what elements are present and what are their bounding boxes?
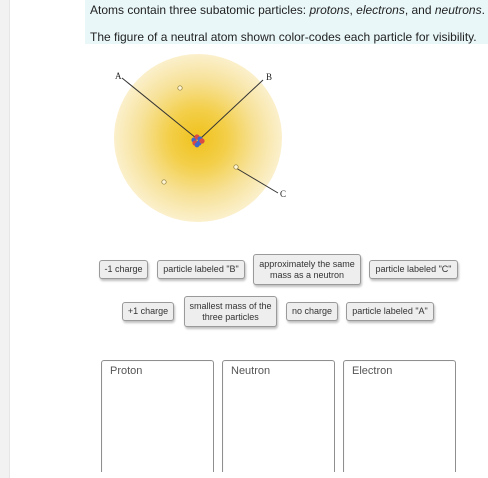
label-a: A: [115, 71, 122, 81]
proton-drop-zone[interactable]: [101, 360, 214, 472]
term-neutrons: neutrons: [434, 3, 482, 17]
chip-particle-b[interactable]: particle labeled "B": [157, 260, 245, 279]
question-intro: [85, 0, 488, 44]
period: .: [481, 3, 485, 17]
separator: , and: [404, 3, 435, 17]
electron-particle: [178, 86, 182, 90]
chip-particle-a[interactable]: particle labeled "A": [346, 302, 434, 321]
neutron-drop-zone[interactable]: [222, 360, 335, 472]
separator: ,: [349, 3, 357, 17]
label-c: C: [280, 189, 287, 199]
chip-same-mass-as-neutron[interactable]: approximately the same mass as a neutron: [253, 254, 361, 285]
chip-particle-c[interactable]: particle labeled "C": [369, 260, 458, 279]
label-b: B: [266, 72, 273, 82]
chip-positive-charge[interactable]: +1 charge: [122, 302, 174, 321]
neutron-drop-label: Neutron: [231, 365, 271, 377]
intro-line-1: [90, 2, 485, 18]
chip-smallest-mass[interactable]: smallest mass of the three particles: [184, 296, 277, 327]
intro-line-2: The figure of a neutral atom shown color-codes each particle for visibility.: [90, 30, 477, 44]
intro-text: Atoms contain three subatomic particles:: [90, 3, 310, 17]
chip-negative-charge[interactable]: -1 charge: [99, 260, 148, 279]
term-protons: protons: [309, 3, 350, 17]
chip-no-charge[interactable]: no charge: [286, 302, 338, 321]
term-electrons: electrons: [356, 3, 405, 17]
atom-figure: [100, 48, 300, 238]
electron-drop-label: Electron: [352, 365, 393, 377]
proton-particle: [199, 138, 204, 143]
neutron-particle: [195, 143, 200, 148]
electron-particle: [162, 180, 166, 184]
left-margin-strip: [0, 0, 10, 478]
electron-drop-zone[interactable]: [343, 360, 456, 472]
electron-particle: [234, 165, 238, 169]
proton-drop-label: Proton: [110, 365, 143, 377]
